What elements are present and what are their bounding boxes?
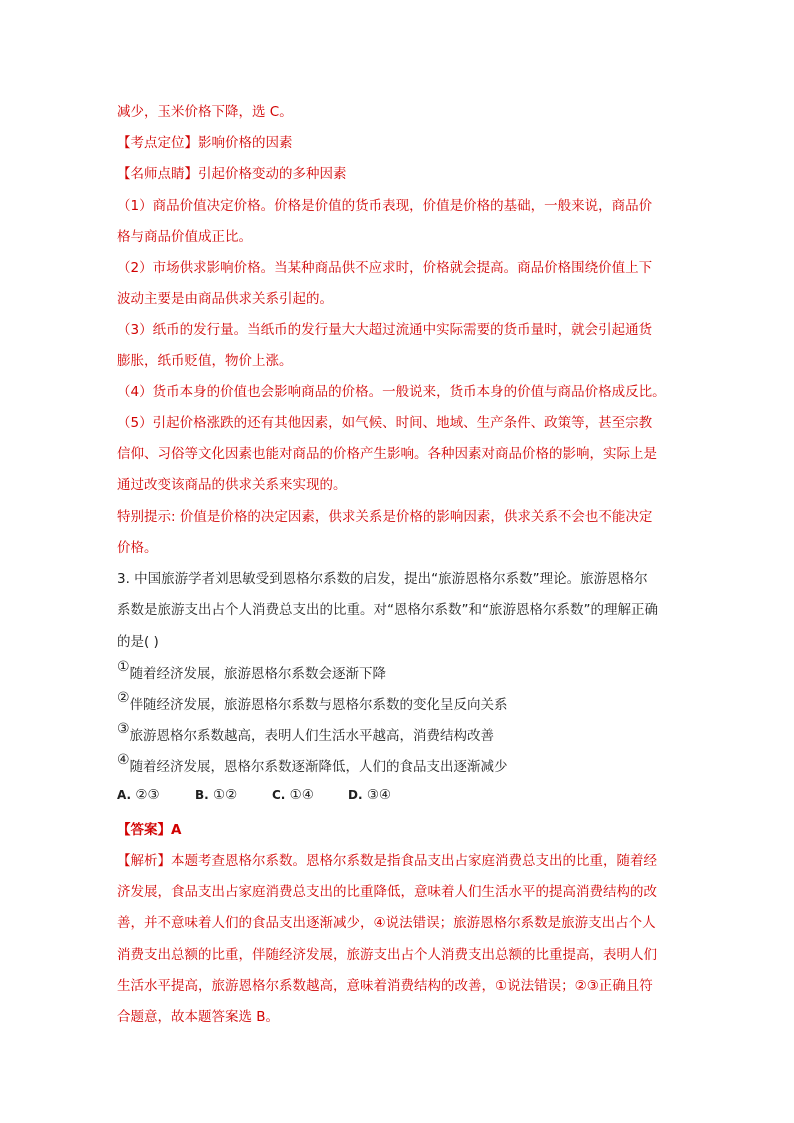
statement-item	[117, 690, 687, 715]
question-line: 3. 中国旅游学者刘思敏受到恩格尔系数的启发，提出“旅游恩格尔系数”理论。旅游恩格尔	[117, 571, 648, 587]
question-line: 的是( )	[117, 634, 159, 650]
statement-text: 旅游恩格尔系数越高，表明人们生活水平越高，消费结构改善	[129, 728, 495, 744]
analysis-line: 善，并不意味着人们的食品支出逐渐减少，④说法错误；旅游恩格尔系数是旅游支出占个人	[117, 915, 656, 931]
statement-number: ④	[117, 752, 130, 768]
text-line: 信仰、习俗等文化因素也能对商品的价格产生影响。各种因素对商品价格的影响，实际上是	[117, 446, 657, 462]
statement-text: 随着经济发展，恩格尔系数逐渐降低，人们的食品支出逐渐减少	[129, 759, 508, 775]
text-line: （2）市场供求影响价格。当某种商品供不应求时，价格就会提高。商品价格围绕价值上下	[117, 260, 653, 276]
statement-item	[117, 659, 687, 684]
text-line: 格与商品价值成正比。	[117, 229, 252, 245]
option-label: C.	[272, 788, 286, 802]
text-line: 【名师点睛】引起价格变动的多种因素	[117, 166, 347, 182]
answer-line: 【答案】A	[117, 822, 182, 838]
text-line: 波动主要是由商品供求关系引起的。	[117, 291, 333, 307]
question-line: 系数是旅游支出占个人消费总支出的比重。对“恩格尔系数”和“旅游恩格尔系数”的理解正确	[117, 602, 658, 618]
analysis-line: 合题意，故本题答案选 B。	[117, 1009, 280, 1025]
text-line: 特别提示: 价值是价格的决定因素，供求关系是价格的影响因素，供求关系不会也不能决定	[117, 509, 653, 525]
option-a	[117, 787, 160, 803]
text-line: （1）商品价值决定价格。价格是价值的货币表现，价值是价格的基础，一般来说，商品价	[117, 198, 653, 214]
text-line: （3）纸币的发行量。当纸币的发行量大大超过流通中实际需要的货币量时，就会引起通货	[117, 322, 653, 338]
statement-text: 伴随经济发展，旅游恩格尔系数与恩格尔系数的变化呈反向关系	[129, 697, 508, 713]
statement-number: ①	[117, 659, 130, 675]
option-c	[272, 787, 314, 803]
text-line: 通过改变该商品的供求关系来实现的。	[117, 477, 347, 493]
analysis-line: 济发展，食品支出占家庭消费总支出的比重降低，意味着人们生活水平的提高消费结构的改	[117, 884, 657, 900]
option-value: ②③	[135, 787, 160, 803]
option-value: ①②	[213, 787, 238, 803]
statement-text: 随着经济发展，旅游恩格尔系数会逐渐下降	[129, 666, 387, 682]
text-line: 价格。	[117, 540, 158, 556]
option-label: B.	[195, 788, 209, 802]
text-line: 膨胀，纸币贬值，物价上涨。	[117, 353, 293, 369]
option-label: D.	[348, 788, 363, 802]
option-label: A.	[117, 788, 132, 802]
statement-item	[117, 752, 687, 777]
text-line: 【考点定位】影响价格的因素	[117, 135, 293, 151]
analysis-line: 消费支出总额的比重，伴随经济发展，旅游支出占个人消费支出总额的比重提高，表明人们	[117, 947, 657, 963]
analysis-line: 生活水平提高，旅游恩格尔系数越高，意味着消费结构的改善，①说法错误；②③正确且符	[117, 978, 653, 994]
text-line: （5）引起价格涨跌的还有其他因素，如气候、时间、地域、生产条件、政策等，甚至宗教	[117, 415, 653, 431]
option-value: ①④	[289, 787, 314, 803]
option-value: ③④	[366, 787, 392, 803]
text-line: （4）货币本身的价值也会影响商品的价格。一般说来，货币本身的价值与商品价格成反比。	[117, 384, 666, 400]
option-d	[348, 787, 391, 803]
text-line: 减少，玉米价格下降，选 C。	[117, 104, 293, 120]
option-b	[195, 787, 237, 803]
statement-number: ②	[117, 690, 130, 706]
statement-number: ③	[117, 721, 130, 737]
statement-item	[117, 721, 687, 746]
analysis-line: 【解析】本题考查恩格尔系数。恩格尔系数是指食品支出占家庭消费总支出的比重，随着经	[117, 853, 657, 869]
